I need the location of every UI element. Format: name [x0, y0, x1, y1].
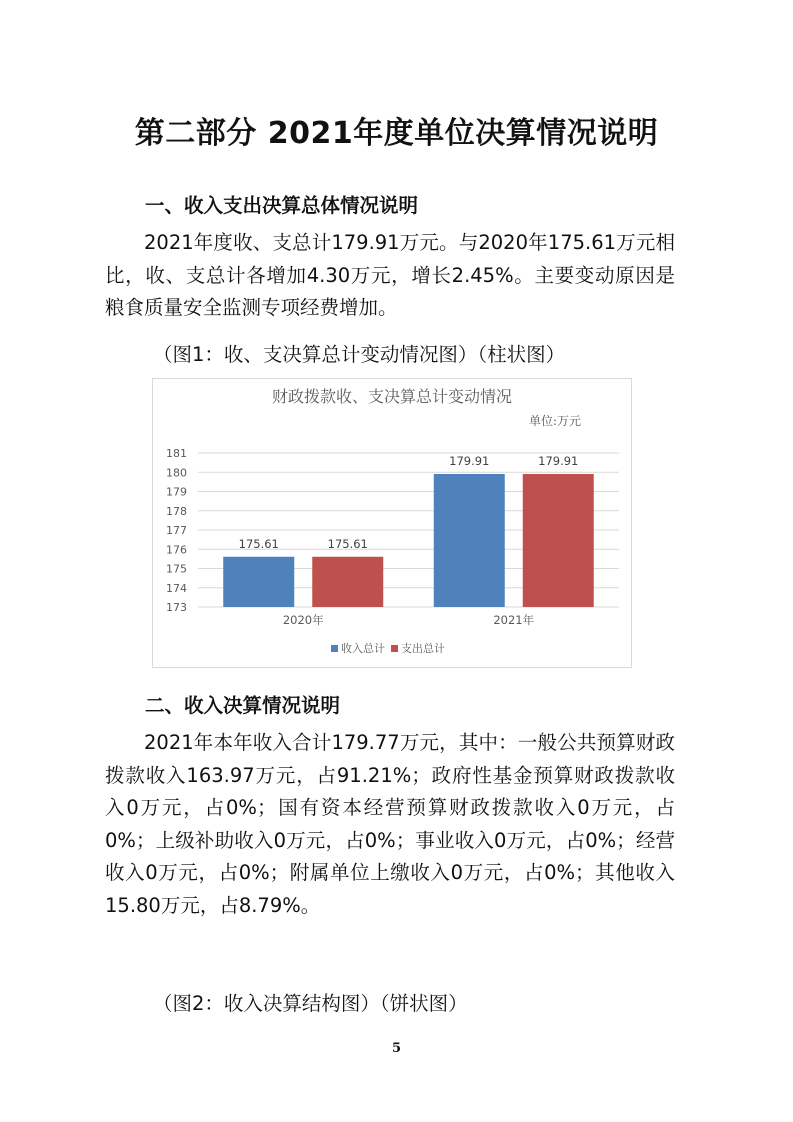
section2-paragraph: 2021年本年收入合计179.77万元，其中：一般公共预算财政拨款收入163.97万元，占91.21%；政府性基金预算财政拨款收入0万元，占0%；国有资本经营预算财政拨款收入0万元，占0%；上级补助收入0万元，占0%；事业收入0万元，占0%；经营收入0万元，占0%；附属单位上缴收入0万元，占0%；其他收入15.80万元，占8.79%。: [105, 731, 675, 917]
section1-heading: 一、收入支出决算总体情况说明: [145, 194, 419, 217]
legend-label: 收入总计: [341, 642, 385, 655]
y-tick-label: 177: [166, 524, 187, 537]
bar-0-0: [223, 557, 294, 607]
section1-paragraph: 2021年度收、支总计179.91万元。与2020年175.61万元相比，收、支总计各增加4.30万元，增长2.45%。主要变动原因是粮食质量安全监测专项经费增加。: [105, 231, 675, 319]
chart-unit-label: 单位:万元: [528, 414, 582, 428]
y-tick-label: 178: [166, 504, 187, 518]
bar-1-0: [312, 557, 383, 607]
data-label: 179.91: [449, 453, 490, 468]
bar-chart: [152, 378, 632, 668]
legend-swatch: [331, 645, 338, 652]
y-tick-label: 174: [166, 581, 187, 595]
y-tick-label: 181: [166, 447, 187, 460]
y-tick-label: 175: [166, 562, 187, 576]
y-tick-label: 180: [166, 466, 187, 480]
page-title: 第二部分 2021年度单位决算情况说明: [134, 116, 659, 151]
x-tick-label: 2020年: [282, 613, 324, 627]
figure1-caption: （图1：收、支决算总计变动情况图）（柱状图）: [153, 343, 566, 366]
y-tick-label: 179: [166, 485, 187, 499]
figure2-caption: （图2：收入决算结构图）（饼状图）: [153, 992, 468, 1015]
chart-title: 财政拨款收、支决算总计变动情况: [271, 387, 513, 406]
y-tick-label: 176: [166, 543, 187, 557]
data-label: 179.91: [538, 453, 579, 468]
bar-1-1: [523, 474, 594, 607]
legend-label: 支出总计: [401, 642, 445, 655]
page-number: 5: [391, 1041, 402, 1056]
x-tick-label: 2021年: [493, 613, 535, 627]
legend-swatch: [391, 645, 398, 652]
bar-chart-svg: [153, 379, 631, 667]
data-label: 175.61: [238, 536, 279, 551]
data-label: 175.61: [327, 536, 368, 551]
y-tick-label: 173: [166, 601, 187, 614]
bar-0-1: [434, 474, 505, 607]
section2-heading: 二、收入决算情况说明: [145, 694, 341, 717]
